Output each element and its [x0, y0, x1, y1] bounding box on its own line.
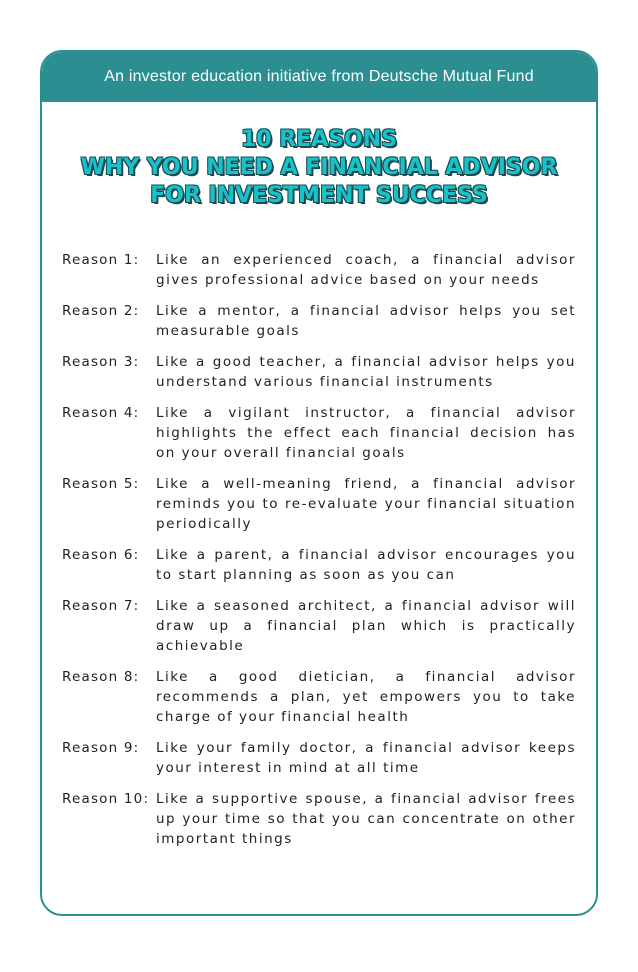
- reason-text: Like a good teacher, a financial advisor helps you understand various financial instruments: [156, 354, 576, 390]
- reason-label: Reason 9:: [62, 740, 140, 756]
- reason-item: [62, 250, 576, 290]
- reason-label: Reason 5:: [62, 476, 140, 492]
- reason-label: Reason 10:: [62, 791, 150, 807]
- reason-text: Like a well-meaning friend, a financial advisor reminds you to re-evaluate your financial situation periodically: [156, 476, 576, 532]
- reason-text: Like a vigilant instructor, a financial advisor highlights the effect each financial decision has on your overall financial goals: [156, 405, 576, 461]
- reason-item: [62, 596, 576, 656]
- reason-text: Like a seasoned architect, a financial advisor will draw up a financial plan which is practically achievable: [156, 598, 576, 654]
- banner-text: An investor education initiative from Deutsche Mutual Fund: [104, 68, 534, 85]
- reason-label: Reason 8:: [62, 669, 140, 685]
- reason-item: [62, 352, 576, 392]
- reasons-list: [62, 250, 576, 860]
- reason-label: Reason 1:: [62, 252, 140, 268]
- reasons-card: [40, 50, 598, 916]
- reason-text: Like a mentor, a financial advisor helps you set measurable goals: [156, 303, 576, 339]
- reason-label: Reason 3:: [62, 354, 140, 370]
- reason-label: Reason 6:: [62, 547, 140, 563]
- reason-text: Like a parent, a financial advisor encourages you to start planning as soon as you can: [156, 547, 576, 583]
- reason-item: [62, 301, 576, 341]
- page-title: [42, 126, 596, 210]
- reason-text: Like a good dietician, a financial advisor recommends a plan, yet empowers you to take charge of your financial health: [156, 669, 576, 725]
- reason-item: [62, 474, 576, 534]
- reason-item: [62, 545, 576, 585]
- reason-text: Like a supportive spouse, a financial advisor frees up your time so that you can concentrate on other important things: [156, 791, 576, 847]
- reason-label: Reason 2:: [62, 303, 140, 319]
- reason-item: [62, 789, 576, 849]
- reason-text: Like an experienced coach, a financial advisor gives professional advice based on your needs: [156, 252, 576, 288]
- reason-text: Like your family doctor, a financial advisor keeps your interest in mind at all time: [156, 740, 576, 776]
- reason-label: Reason 4:: [62, 405, 140, 421]
- reason-label: Reason 7:: [62, 598, 140, 614]
- reason-item: [62, 403, 576, 463]
- title-line-2: WHY YOU NEED A FINANCIAL ADVISOR: [80, 155, 558, 181]
- header-banner: [42, 52, 596, 102]
- title-line-3: FOR INVESTMENT SUCCESS: [150, 183, 488, 209]
- reason-item: [62, 738, 576, 778]
- reason-item: [62, 667, 576, 727]
- title-line-1: 10 REASONS: [240, 127, 398, 152]
